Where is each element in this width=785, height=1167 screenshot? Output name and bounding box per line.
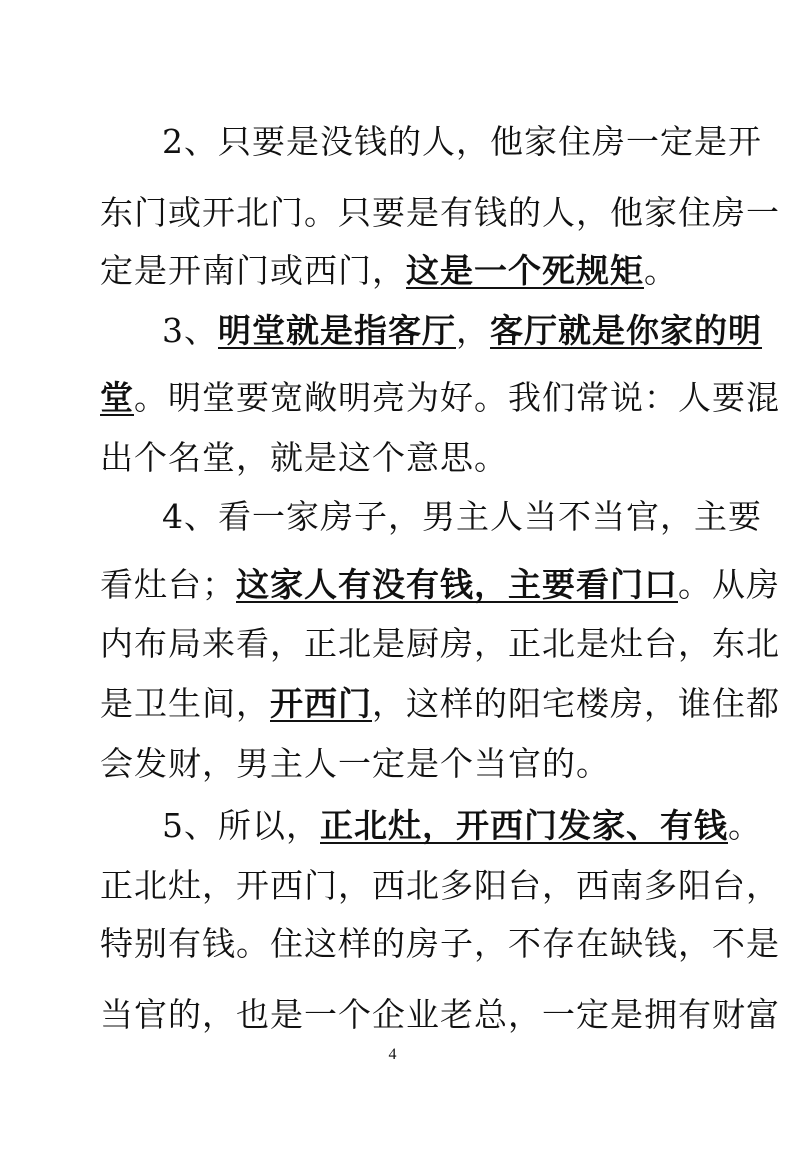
text-segment: ，这样的阳宅楼房，谁住都 xyxy=(372,684,780,723)
text-segment: 出个名堂，就是这个意思。 xyxy=(100,438,508,477)
text-segment: 是卫生间， xyxy=(100,684,270,723)
text-segment: 。 xyxy=(644,251,678,290)
emphasized-text: 明堂就是指客厅 xyxy=(218,311,456,350)
text-line xyxy=(100,744,610,784)
text-segment: 5、所以， xyxy=(162,806,320,845)
text-line xyxy=(100,193,780,233)
emphasized-text: 这家人有没有钱，主要看门口 xyxy=(236,565,678,604)
emphasized-text: 堂 xyxy=(100,378,134,417)
text-segment: 定是开南门或西门， xyxy=(100,251,406,290)
text-segment: 内布局来看，正北是厨房，正北是灶台，东北 xyxy=(100,624,780,663)
text-segment: 当官的，也是一个企业老总，一定是拥有财富 xyxy=(100,995,780,1034)
emphasized-text: 开西门 xyxy=(270,684,372,723)
text-line xyxy=(162,806,762,846)
text-line xyxy=(100,624,780,664)
text-line xyxy=(100,866,780,906)
text-segment: 看灶台； xyxy=(100,565,236,604)
emphasized-text: 这是一个死规矩 xyxy=(406,251,644,290)
text-segment: 正北灶，开西门，西北多阳台，西南多阳台， xyxy=(100,866,780,905)
text-segment: 4、看一家房子，男主人当不当官，主要 xyxy=(162,497,762,536)
text-line xyxy=(100,995,780,1035)
text-segment: 。从房 xyxy=(678,565,780,604)
text-segment: 2、只要是没钱的人，他家住房一定是开 xyxy=(162,122,762,161)
emphasized-text: 客厅就是你家的明 xyxy=(490,311,762,350)
text-line xyxy=(100,251,678,291)
text-line xyxy=(100,438,508,478)
text-segment: 。明堂要宽敞明亮为好。我们常说：人要混 xyxy=(134,378,780,417)
page-number: 4 xyxy=(388,1046,397,1063)
text-line xyxy=(100,684,780,724)
text-segment: 会发财，男主人一定是个当官的。 xyxy=(100,744,610,783)
text-segment: 。 xyxy=(728,806,762,845)
text-segment: ， xyxy=(456,311,490,350)
text-line xyxy=(100,924,780,964)
text-segment: 3、 xyxy=(162,311,218,350)
text-line xyxy=(162,497,762,537)
emphasized-text: 正北灶，开西门发家、有钱 xyxy=(320,806,728,845)
text-segment: 东门或开北门。只要是有钱的人，他家住房一 xyxy=(100,193,780,232)
text-line xyxy=(162,311,762,351)
text-segment: 特别有钱。住这样的房子，不存在缺钱，不是 xyxy=(100,924,780,963)
text-line xyxy=(100,565,780,605)
text-line xyxy=(100,378,780,418)
text-line xyxy=(162,122,762,162)
